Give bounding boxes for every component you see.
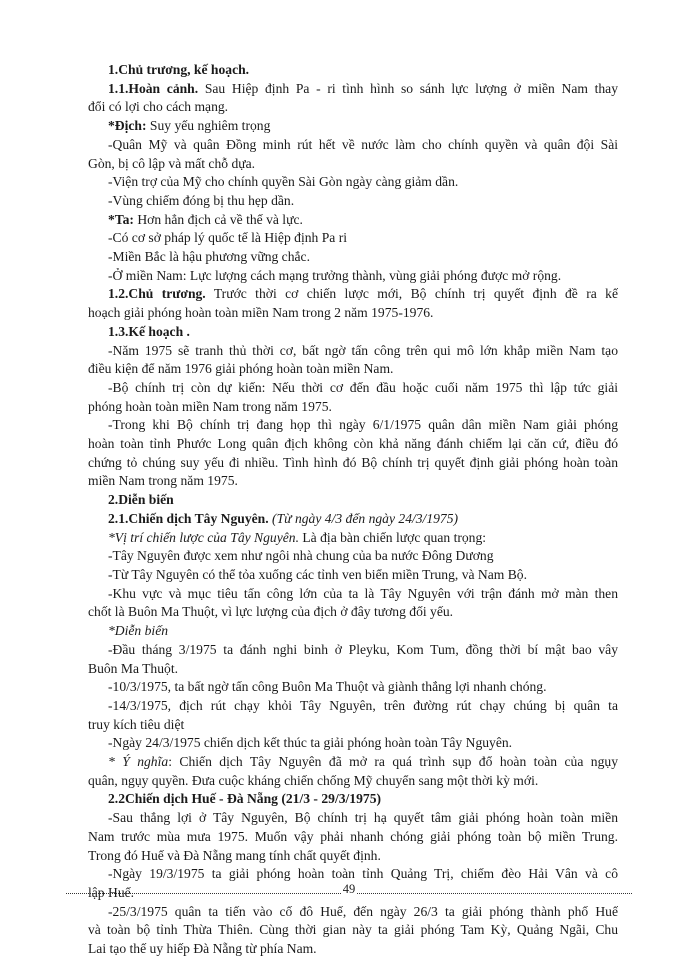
- subsection-heading: 1.2.Chủ trương.: [108, 286, 206, 302]
- paragraph-line: [88, 117, 618, 136]
- subsection-heading: 1.1.Hoàn cảnh.: [108, 80, 199, 96]
- paragraph-line: -Từ Tây Nguyên có thể tỏa xuống các tỉnh ven biển miền Trung, và Nam Bộ.: [108, 566, 528, 582]
- paragraph-line: hoạch giải phóng hoàn toàn miền Nam trong 2 năm 1975-1976.: [88, 305, 434, 321]
- paragraph-line: Nam trước mùa mưa 1975. Muốn vậy phải nhanh chóng giải phóng toàn bộ miền Trung.: [88, 828, 618, 844]
- label-bold: *Ta:: [108, 211, 134, 227]
- paragraph-line: -Quân Mỹ và quân Đồng minh rút hết về nước làm cho chính quyền và quân đội Sài: [108, 136, 618, 152]
- date-range: (Từ ngày 4/3 đến ngày 24/3/1975): [268, 510, 459, 526]
- paragraph-line: hoàn toàn tỉnh Phước Long quân địch không còn khả năng đánh chiếm lại căn cứ, điều đó: [88, 436, 618, 452]
- paragraph-line: [88, 753, 618, 772]
- paragraph-line: [88, 80, 618, 99]
- paragraph-line: [88, 285, 618, 304]
- text-span: Là địa bàn chiến lược quan trọng:: [298, 529, 487, 545]
- paragraph-line: -Vùng chiếm đóng bị thu hẹp dần.: [108, 192, 295, 208]
- page-footer: [66, 881, 632, 897]
- paragraph-line: -Ngày 24/3/1975 chiến dịch kết thúc ta giải phóng hoàn toàn Tây Nguyên.: [108, 735, 513, 751]
- paragraph-line: -Đầu tháng 3/1975 ta đánh nghi binh ở Pleyku, Kom Tum, đồng thời bí mật bao vây: [108, 641, 618, 657]
- paragraph-line: [88, 529, 618, 548]
- paragraph-line: phóng hoàn toàn miền Nam trong năm 1975.: [88, 398, 332, 414]
- text-span: : Chiến dịch Tây Nguyên đã mở ra quá trình sụp đổ hoàn toàn của ngụy: [168, 754, 618, 770]
- paragraph-line: lập Huế.: [88, 884, 135, 900]
- label-bold: *Địch:: [108, 118, 147, 134]
- label-italic: *Diễn biến: [108, 623, 169, 639]
- text-span: Trước thời cơ chiến lược mới, Bộ chính trị quyết định đề ra kế: [205, 286, 618, 302]
- section-heading: 2.Diễn biến: [108, 492, 174, 508]
- paragraph-line: -Tây Nguyên được xem như ngôi nhà chung của ba nước Đông Dương: [108, 548, 494, 564]
- document-page: [88, 61, 618, 959]
- text-span: Suy yếu nghiêm trọng: [146, 118, 271, 134]
- label-italic: * Ý nghĩa: [108, 754, 169, 770]
- paragraph-line: -Có cơ sở pháp lý quốc tế là Hiệp định Pa ri: [108, 230, 348, 246]
- paragraph-line: -10/3/1975, ta bất ngờ tấn công Buôn Ma Thuột và giành thắng lợi nhanh chóng.: [108, 679, 547, 695]
- paragraph-line: Trong đó Huế và Đà Nẵng mang tính chất quyết định.: [88, 847, 381, 863]
- label-italic: *Vị trí chiến lược của Tây Nguyên.: [108, 529, 299, 545]
- subsection-heading: 2.2Chiến dịch Huế - Đà Nẵng (21/3 - 29/3/1975): [108, 791, 382, 807]
- paragraph-line: -Sau thắng lợi ở Tây Nguyên, Bộ chính trị hạ quyết tâm giải phóng hoàn toàn miền: [108, 810, 618, 826]
- paragraph-line: truy kích tiêu diệt: [88, 716, 185, 732]
- subsection-heading: 1.3.Kế hoạch .: [108, 323, 190, 339]
- paragraph-line: chứng tỏ chúng suy yếu đi nhiều. Tình hình đó Bộ chính trị quyết định giải phóng hoàn toàn: [88, 454, 618, 470]
- page-number: 49: [342, 882, 356, 896]
- paragraph-line: đổi có lợi cho cách mạng.: [88, 99, 229, 115]
- text-span: Sau Hiệp định Pa - ri tình hình so sánh lực lượng ở miền Nam thay: [198, 80, 618, 96]
- subsection-heading: 2.1.Chiến dịch Tây Nguyên.: [108, 510, 269, 526]
- paragraph-line: Gòn, bị cô lập và mất chỗ dựa.: [88, 155, 256, 171]
- paragraph-line: Buôn Ma Thuột.: [88, 660, 178, 676]
- paragraph-line: -Viện trợ của Mỹ cho chính quyền Sài Gòn ngày càng giảm dần.: [108, 174, 459, 190]
- paragraph-line: miền Nam trong năm 1975.: [88, 473, 238, 489]
- paragraph-line: -Bộ chính trị còn dự kiến: Nếu thời cơ đến đầu hoặc cuối năm 1975 thì lập tức giải: [108, 379, 618, 395]
- paragraph-line: chốt là Buôn Ma Thuột, vì lực lượng của địch ở đây tương đối yếu.: [88, 604, 454, 620]
- paragraph-line: -Năm 1975 sẽ tranh thủ thời cơ, bất ngờ tấn công trên qui mô lớn khắp miền Nam tạo: [108, 342, 618, 358]
- paragraph-line: quân, ngụy quyền. Đưa cuộc kháng chiến chống Mỹ chuyển sang một thời kỳ mới.: [88, 772, 539, 788]
- paragraph-line: -Ngày 19/3/1975 ta giải phóng hoàn toàn tỉnh Quảng Trị, chiếm đèo Hải Vân và cô: [108, 866, 618, 882]
- paragraph-line: -Trong khi Bộ chính trị đang họp thì ngày 6/1/1975 quân dân miền Nam giải phóng: [108, 417, 618, 433]
- paragraph-line: -Miền Bắc là hậu phương vững chắc.: [108, 249, 310, 265]
- paragraph-line: -Ở miền Nam: Lực lượng cách mạng trưởng thành, vùng giải phóng được mở rộng.: [108, 267, 562, 283]
- footer-dotted-rule-left: [66, 892, 341, 894]
- paragraph-line: [88, 510, 618, 529]
- section-heading: 1.Chủ trương, kế hoạch.: [108, 62, 250, 77]
- paragraph-line: [88, 211, 618, 230]
- paragraph-line: -25/3/1975 quân ta tiến vào cố đô Huế, đến ngày 26/3 ta giải phóng thành phố Huế: [108, 903, 618, 919]
- paragraph-line: và toàn bộ tỉnh Thừa Thiên. Cùng thời gian này ta giải phóng Tam Kỳ, Quảng Ngãi, Chu: [88, 922, 618, 938]
- footer-dotted-rule-right: [357, 892, 632, 894]
- text-span: Hơn hẳn địch cả về thế và lực.: [133, 211, 303, 227]
- paragraph-line: -Khu vực và mục tiêu tấn công lớn của ta là Tây Nguyên với trận đánh mở màn then: [108, 585, 618, 601]
- paragraph-line: -14/3/1975, địch rút chạy khỏi Tây Nguyên, trên đường rút chạy chúng bị quân ta: [108, 697, 618, 713]
- paragraph-line: Lai tạo thế uy hiếp Đà Nẵng từ phía Nam.: [88, 941, 317, 957]
- paragraph-line: điều kiện để năm 1976 giải phóng hoàn toàn miền Nam.: [88, 361, 394, 377]
